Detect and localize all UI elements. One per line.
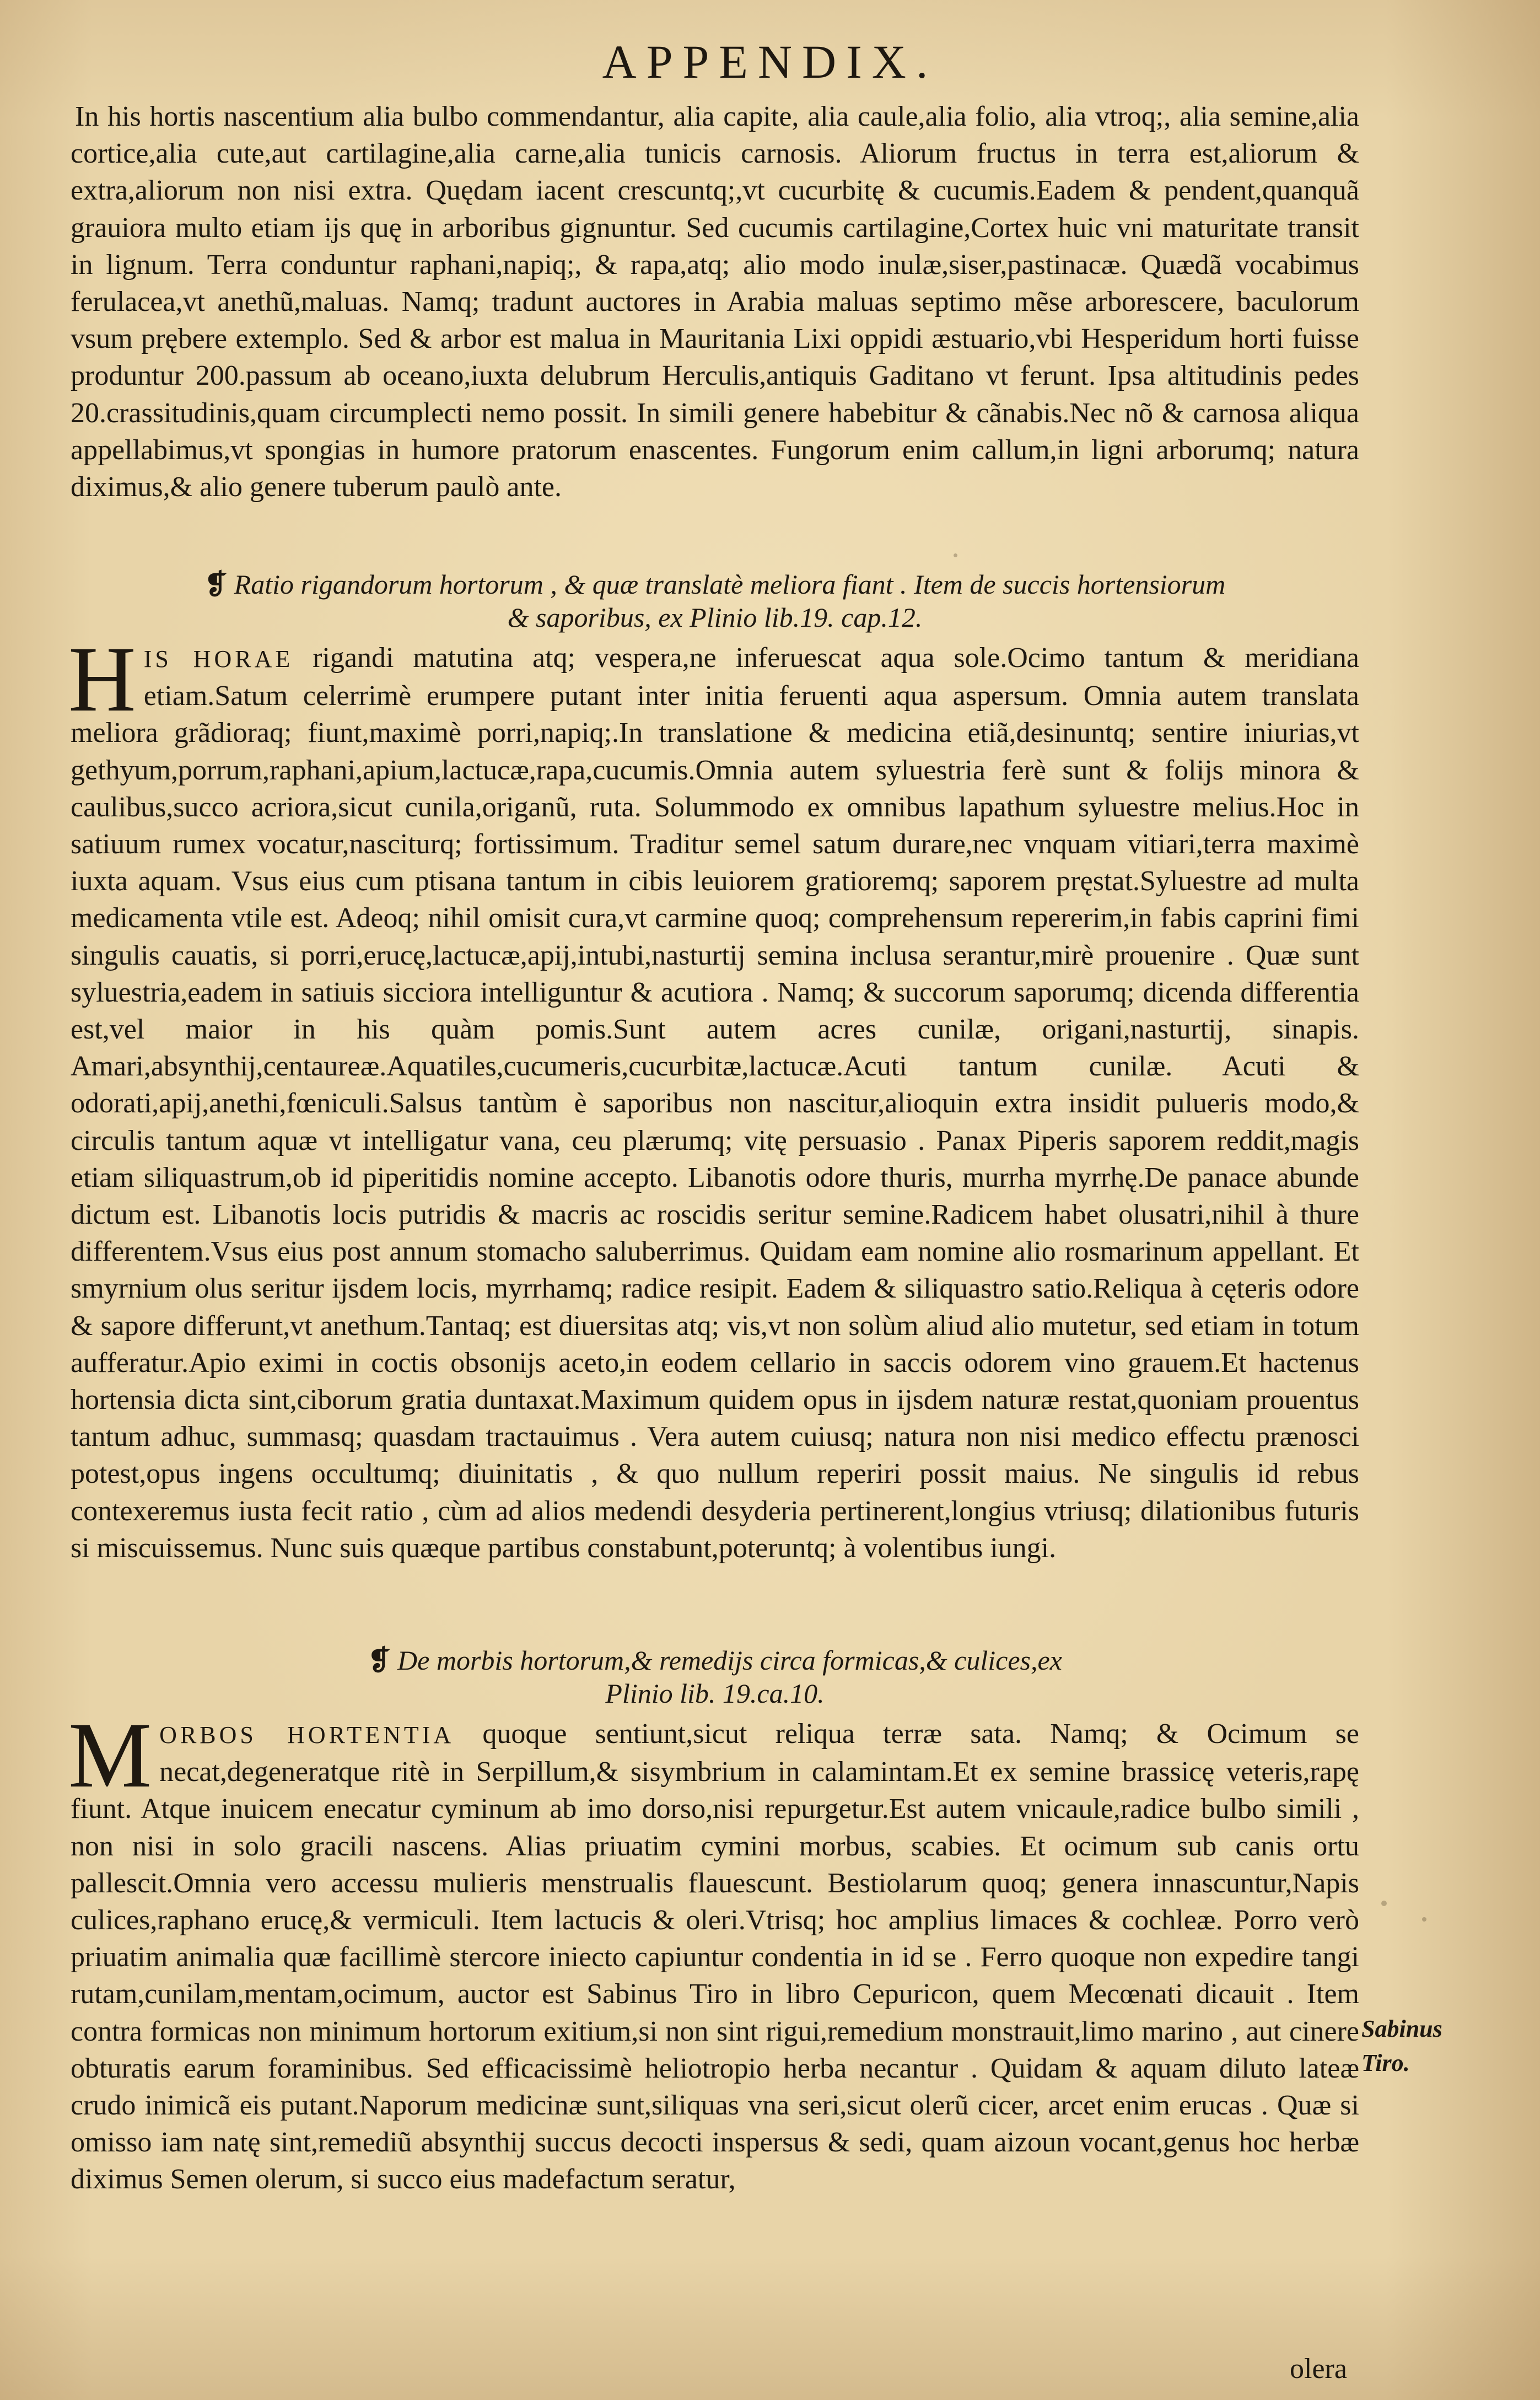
marginal-note-line-2: Tiro.: [1361, 2049, 1410, 2076]
paragraph-3: [68, 1703, 1359, 2198]
pilcrow-icon: ❡: [368, 1645, 391, 1676]
section-heading-2: [71, 1644, 1359, 1710]
marginal-note-line-1: Sabinus: [1361, 2015, 1442, 2042]
text-block-1: [71, 98, 1359, 505]
paragraph-1: In his hortis nascentium alia bulbo commendantur, alia capite, alia caule,alia folio, alia vtroq;, alia semine,alia cortice,alia cute,aut cartilagine,alia carne,alia tunicis carnosis. Aliorum fructus in terra est,aliorum & extra,aliorum non nisi extra. Quędam iacent crescuntq;,vt cucurbitę & cucumis.Eadem & pendent,quanquã grauiora multo etiam ijs quę in arboribus gignuntur. Sed cucumis cartilagine,Cortex huic vni maturitate transit in lignum. Terra conduntur raphani,napiq;, & rapa,atq; alio modo inulæ,siser,pastinacæ. Quædã vocabimus ferulacea,vt anethũ,maluas. Namq; tradunt auctores in Arabia maluas septimo mẽse arborescere, baculorum vsum prębere extemplo. Sed & arbor est malua in Mauritania Lixi oppidi æstuario,vbi Hesperidum horti fuisse produntur 200.passum ab oceano,iuxta delubrum Herculis,antiquis Gaditano vt ferunt. Ipsa altitudinis pedes 20.crassitudinis,quam circumplecti nemo possit. In simili genere habebitur & cãnabis.Nec nõ & carnosa aliqua appellabimus,vt spongias in humore pratorum enascentes. Fungorum enim callum,in ligni arborumq; natura diximus,& alio genere tuberum paulò ante.: [71, 101, 1359, 503]
section-heading-1: [71, 568, 1359, 634]
running-head: APPENDIX.: [602, 35, 938, 88]
section-heading-2-line-1: ❡ De morbis hortorum,& remedijs circa formicas,& culices,ex: [368, 1645, 1062, 1676]
section-heading-1-line-1: ❡ Ratio rigandorum hortorum , & quæ translatè meliora fiant . Item de succis hortensiorum: [204, 569, 1226, 600]
section-heading-2-line-2: Plinio lib. 19.ca.10.: [605, 1678, 825, 1709]
paragraph-3-body: quoque sentiunt,sicut reliqua terræ sata. Namq; & Ocimum se necat,degeneratque ritè in Serpillum,& sisymbrium in calamintam.Et ex semine brassicę veteris,rapę fiunt. Atque inuicem enecatur cyminum ab imo dorso,nisi repurgetur.Est autem vnicaule,radice bulbo simili , non nisi in solo gracili nascens. Alias priuatim cymini morbus, scabies. Et ocimum sub canis ortu pallescit.Omnia vero accessu mulieris menstrualis flauescunt. Bestiolarum quoq; genera innascuntur,Napis culices,raphano erucę,& vermiculi. Item lactucis & oleri.Vtrisq; hoc amplius limaces & cochleæ. Porro verò priuatim animalia quæ facillimè stercore iniecto capiuntur condentia in id se . Ferro quoque non expedire tangi rutam,cunilam,mentam,ocimum, auctor est Sabinus Tiro in libro Cepuricon, quem Mecœnati dicauit . Item contra formicas non minimum hortorum exitium,si non sint rigui,remedium monstrauit,limo marino , aut cinere obturatis earum foraminibus. Sed efficacissimè heliotropio herba necantur . Quidam & aquam diluto lateæ crudo inimicã eis putant.Naporum medicinæ sunt,siliquas vna seri,sicut olerũ cicer, arcet enim erucas . Quæ si omisso iam natę sint,remediũ absynthij succus decocti inspersus & sedi, quam aizoun vocant,genus hoc herbæ diximus Semen olerum, si succo eius madefactum seratur,: [71, 1718, 1359, 2195]
marginal-note: [1361, 2012, 1483, 2080]
drop-cap-initial: H: [68, 627, 136, 731]
drop-cap-initial: M: [68, 1703, 152, 1807]
paragraph-2-lead: IS HORAE: [143, 645, 294, 672]
text-block-2: [68, 627, 1359, 1567]
catchword: olera: [1290, 2353, 1347, 2385]
paragraph-2: [68, 627, 1359, 1567]
ink-speck: [1422, 1917, 1426, 1922]
ink-speck: [954, 553, 957, 557]
section-heading-1-line-2: & saporibus, ex Plinio lib.19. cap.12.: [507, 602, 923, 633]
paragraph-2-body: rigandi matutina atq; vespera,ne inferuescat aqua sole.Ocimo tantum & meridiana etiam.Satum celerrimè erumpere putant inter initia feruenti aqua aspersum. Omnia autem translata meliora grãdioraq; fiunt,maximè porri,napiq;.In translatione & medicina etiã,desinuntq; sentire iniurias,vt gethyum,porrum,raphani,apium,lactucæ,rapa,cucumis.Omnia autem syluestria ferè sunt & folijs minora & caulibus,succo acriora,sicut cunila,origanũ, ruta. Solummodo ex omnibus lapathum syluestre melius.Hoc in satiuum rumex vocatur,nasciturq; fortissimum. Traditur semel satum durare,nec vnquam vitiari,terra maximè iuxta aquam. Vsus eius cum ptisana tantum in cibis leuiorem gratioremq; saporem pręstat.Syluestre ad multa medicamenta vtile est. Adeoq; nihil omisit cura,vt carmine quoq; comprehensum repererim,in fabis caprini fimi singulis cauatis, si porri,erucę,lactucæ,apij,intubi,nasturtij semina inclusa serantur,mirè prouenire . Quæ sunt syluestria,eadem in satiuis sicciora intelliguntur & acutiora . Namq; & succorum saporumq; dicenda differentia est,vel maior in his quàm pomis.Sunt autem acres cunilæ, origani,nasturtij, sinapis. Amari,absynthij,centaureæ.Aquatiles,cucumeris,cucurbitæ,lactucæ.Acuti tantum cunilæ. Acuti & odorati,apij,anethi,fœniculi.Salsus tantùm è saporibus non nascitur,alioquin extra insidit pulueris modo,& circulis tantum aquæ vt intelligatur vana, ceu plærumq; vitę persuasio . Panax Piperis saporem reddit,magis etiam siliquastrum,ob id piperitidis nomine accepto. Libanotis odore thuris, murrha myrrhę.De panace abunde dictum est. Libanotis locis putridis & macris ac roscidis seritur semine.Radicem habet olusatri,nihil à thure differentem.Vsus eius post annum stomacho saluberrimus. Quidam eam nomine alio rosmarinum appellant. Et smyrnium olus seritur ijsdem locis, myrrhamq; radice resipit. Eadem & siliquastro satio.Reliqua à cęteris odore & sapore differunt,vt anethum.Tantaq; est diuersitas atq; vis,vt non solùm aliud alio mutetur, sed etiam in totum aufferatur.Apio eximi in coctis obsonijs aceto,in eodem cellario in saccis odorem vino grauem.Et hactenus hortensia dicta sint,ciborum gratia duntaxat.Maximum quidem opus in ijsdem naturæ restat,quoniam prouentus tantum adhuc, summasq; quasdam tractauimus . Vera autem cuiusq; natura non nisi medico effectu prænosci potest,opus ingens occultumq; diuinitatis , & quo nullum reperiri possit maius. Ne singulis id rebus contexeremus iusta fecit ratio , cùm ad alios medendi desyderia pertinerent,longius vtriusq; dilationibus futuris si miscuissemus. Nunc suis quæque partibus constabunt,poteruntq; à volentibus iungi.: [71, 642, 1359, 1564]
paragraph-3-lead: ORBOS HORTENTIA: [159, 1721, 455, 1748]
text-block-3: [68, 1703, 1359, 2198]
pilcrow-icon: ❡: [204, 569, 228, 600]
ink-speck: [1381, 1901, 1387, 1906]
